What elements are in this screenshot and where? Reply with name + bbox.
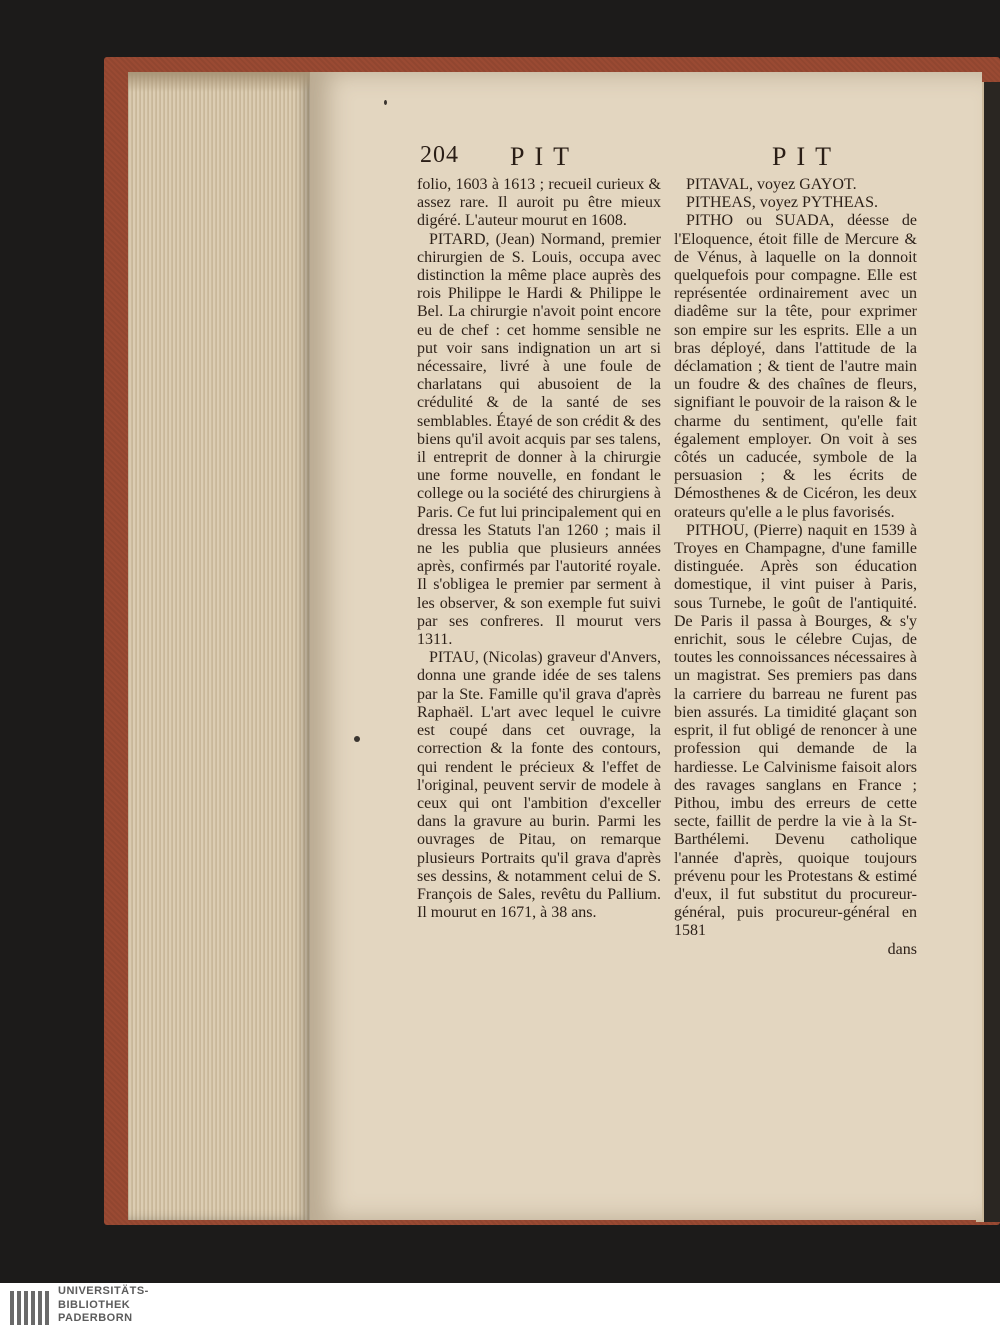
page-number: 204 bbox=[420, 142, 459, 168]
library-name-line1: UNIVERSITÄTS- bbox=[58, 1285, 149, 1297]
running-head-right: PIT bbox=[772, 142, 841, 171]
entry-pitard: PITARD, (Jean) Normand, premier chirurgien de S. Louis, occupa avec distinction la même place auprès des rois Philippe le Hardi & Philippe le Bel. La chirurgie n'avoit point encore eu de chef : cet homme sensible ne put voir sans indignation un art si nécessaire, livré à une foule de charlatans qui abusoient de la crédulité & de la santé de ses semblables. Étayé de son crédit & des biens qu'il avoit acquis par ses talens, il entreprit de donner à la chirurgie une forme nouvelle, en fondant le college ou la société des chirurgiens à Paris. Ce fut lui principalement qui en dressa les Statuts l'an 1260 ; mais il ne les publia que plusieurs années après, confirmés par l'autorité royale. Il s'obligea le premier par serment à les observer, & son exemple fut suivi par ses confreres. Il mourut vers 1311. bbox=[417, 230, 661, 649]
paper-spot bbox=[384, 100, 387, 105]
library-name-line3: PADERBORN bbox=[58, 1312, 133, 1324]
entry-pitau: PITAU, (Nicolas) graveur d'Anvers, donna une grande idée de ses talens par la Ste. Famille qu'il grava d'après Raphaël. L'art avec lequel le cuivre est coupé dans cet ouvrage, la correction & la fonte des contours, qui rendent le précieux & l'effet de l'original, peuvent servir de modele à ceux qui ont l'ambition d'exceller dans la gravure au burin. Parmi les ouvrages de Pitau, on remarque plusieurs Portraits qu'il grava d'après ses dessins, & notamment celui de S. François de Sales, revêtu du Pallium. Il mourut en 1671, à 38 ans. bbox=[417, 649, 661, 922]
page-edges bbox=[128, 72, 310, 1220]
right-column bbox=[674, 176, 917, 959]
entry-pithou: PITHOU, (Pierre) naquit en 1539 à Troyes en Champagne, d'une famille distinguée. Après son éducation domestique, il vint puiser à Paris, sous Turnebe, le goût de l'antiquité. De Paris il passa à Bourges, & s'y enrichit, sous le célebre Cujas, de toutes les connoissances nécessaires à un magistrat. Ses premiers pas dans la carriere du barreau ne furent pas bien assurés. La timidité glaçant son esprit, il fut obligé de renoncer à une profession qui demande de la hardiesse. Le Calvinisme faisoit alors des ravages sanglans en France ; Pithou, imbu des erreurs de cette secte, faillit de perdre la vie à la St-Barthélemi. Devenu catholique l'année d'après, quoique toujours prévenu pour les Protestans & estimé d'eux, il fut substitut du procureur-général, puis procureur-général en 1581 bbox=[674, 521, 917, 940]
entry-continuation: folio, 1603 à 1613 ; recueil curieux & assez rare. Il auroit pu être mieux digéré. L'auteur mourut en 1608. bbox=[417, 176, 661, 230]
library-logo-icon bbox=[8, 1287, 52, 1329]
running-head-left: PIT bbox=[510, 142, 579, 171]
catchword: dans bbox=[887, 940, 917, 958]
entry-pitaval: PITAVAL, voyez GAYOT. bbox=[686, 176, 857, 193]
paper-spot bbox=[354, 736, 360, 742]
entry-pitho: PITHO ou SUADA, déesse de l'Eloquence, étoit fille de Mercure & de Vénus, à laquelle on la donnoit quelquefois pour compagne. Elle est représentée ordinairement avec un diadême sur la tête, pour exprimer son empire sur les esprits. Elle a un bras déployé, dans l'attitude de la déclamation ; & tient de l'autre main un foudre & des chaînes de fleurs, signifiant le pouvoir de la raison & le charme du sentiment, qu'elle fait également employer. On voit à ses côtés un caducée, symbole de la persuasion ; & les écrits de Démosthenes & de Cicéron, les deux orateurs qu'elle a le plus favorisés. bbox=[674, 212, 917, 521]
left-column bbox=[417, 176, 661, 922]
entry-pitheas: PITHEAS, voyez PYTHEAS. bbox=[686, 194, 878, 212]
library-name-line2: BIBLIOTHEK bbox=[58, 1298, 131, 1311]
library-footer bbox=[0, 1283, 1000, 1333]
library-name bbox=[58, 1285, 149, 1326]
